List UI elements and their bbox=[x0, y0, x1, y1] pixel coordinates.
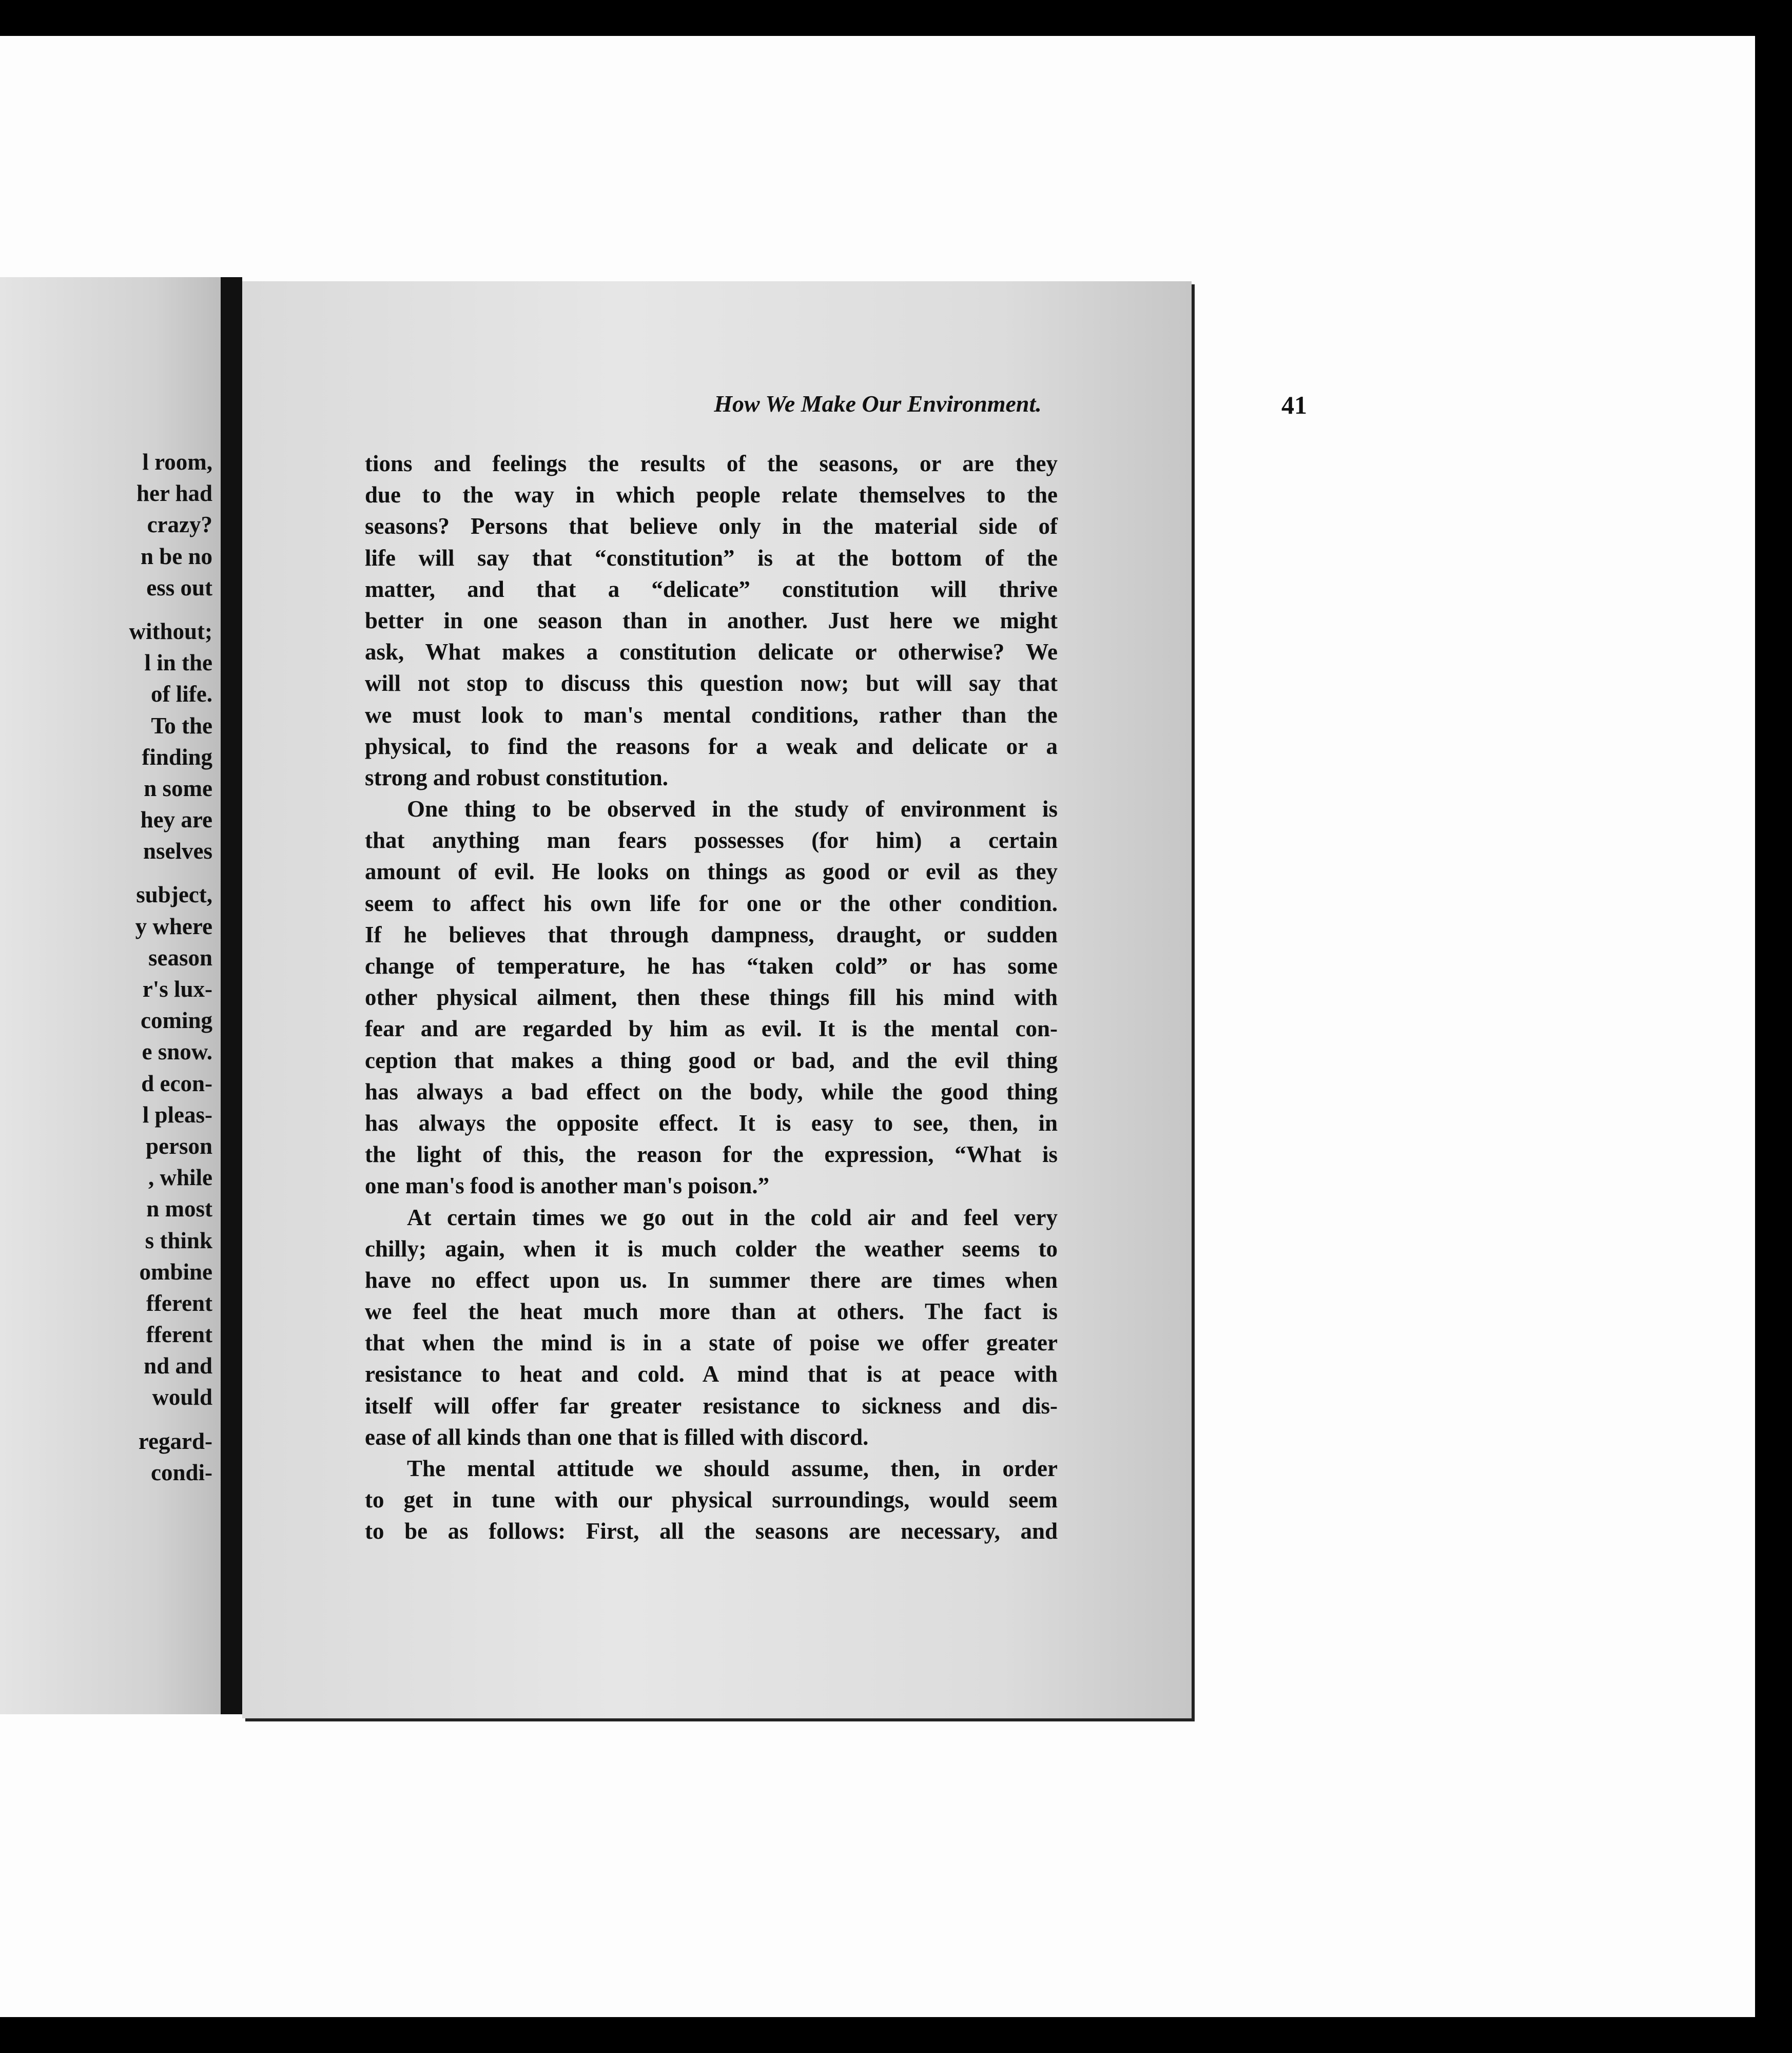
text-line: one man's food is another man's poison.” bbox=[365, 1173, 770, 1199]
left-line: l in the bbox=[144, 650, 212, 676]
text-line: other physical ailment, then these things fill his mind with bbox=[365, 984, 1058, 1011]
left-line: season bbox=[148, 944, 212, 971]
left-line: ess out bbox=[146, 574, 212, 601]
text-line: At certain times we go out in the cold air and feel very bbox=[407, 1204, 1058, 1230]
text-line: we feel the heat much more than at others. The fact is bbox=[365, 1299, 1058, 1325]
page-number: 41 bbox=[1281, 391, 1307, 419]
text-line: seasons? Persons that believe only in the material side of bbox=[365, 513, 1058, 539]
text-line: fear and are regarded by him as evil. It is the mental con- bbox=[365, 1016, 1058, 1042]
paragraph-gap bbox=[0, 1413, 212, 1426]
left-line: n most bbox=[146, 1196, 212, 1222]
left-line: without; bbox=[129, 618, 212, 644]
left-page bbox=[0, 277, 221, 1714]
text-line: the light of this, the reason for the expression, “What is bbox=[365, 1141, 1058, 1168]
left-line: would bbox=[152, 1384, 212, 1410]
left-line: , while bbox=[148, 1165, 212, 1191]
text-line: due to the way in which people relate themselves to the bbox=[365, 482, 1058, 508]
left-line: regard- bbox=[138, 1428, 212, 1454]
left-line: condi- bbox=[150, 1459, 212, 1485]
left-line: l pleas- bbox=[142, 1101, 212, 1128]
left-line: ombine bbox=[139, 1258, 212, 1285]
left-line: finding bbox=[142, 744, 212, 770]
left-line: e snow. bbox=[142, 1039, 212, 1065]
paragraph-gap bbox=[0, 867, 212, 879]
text-line: The mental attitude we should assume, then, in order bbox=[407, 1456, 1058, 1481]
text-line: to be as follows: First, all the seasons are necessary, and bbox=[365, 1518, 1058, 1544]
left-line: n some bbox=[144, 775, 212, 801]
text-line: amount of evil. He looks on things as good or evil as they bbox=[365, 859, 1058, 885]
left-page-text bbox=[0, 447, 212, 1488]
text-line: matter, and that a “delicate” constitution will thrive bbox=[365, 576, 1058, 602]
left-line: nselves bbox=[143, 838, 212, 864]
left-line: of life. bbox=[151, 681, 212, 707]
left-line: fferent bbox=[146, 1290, 212, 1316]
text-line: strong and robust constitution. bbox=[365, 764, 668, 790]
running-head bbox=[515, 390, 1307, 426]
left-line: hey are bbox=[140, 807, 212, 833]
text-line: have no effect upon us. In summer there are times when bbox=[365, 1267, 1058, 1293]
left-line: crazy? bbox=[147, 512, 212, 538]
left-line: To the bbox=[151, 712, 212, 739]
text-line: ask, What makes a constitution delicate or otherwise? We bbox=[365, 639, 1058, 665]
text-line: has always the opposite effect. It is easy to see, then, in bbox=[365, 1110, 1058, 1136]
running-title: How We Make Our Environment. bbox=[714, 391, 1042, 417]
text-line: tions and feelings the results of the seasons, or are they bbox=[365, 451, 1058, 476]
left-line: fferent bbox=[146, 1322, 212, 1348]
left-line: l room, bbox=[142, 449, 212, 475]
text-line: chilly; again, when it is much colder the weather seems to bbox=[365, 1235, 1058, 1262]
left-line: n be no bbox=[140, 543, 212, 569]
text-line: If he believes that through dampness, draught, or sudden bbox=[365, 921, 1058, 947]
text-line: better in one season than in another. Just here we might bbox=[365, 607, 1058, 633]
left-line: subject, bbox=[136, 882, 212, 908]
left-line: s think bbox=[145, 1227, 212, 1253]
text-line: physical, to find the reasons for a weak and delicate or a bbox=[365, 733, 1058, 759]
text-line: seem to affect his own life for one or the other condition. bbox=[365, 890, 1058, 916]
right-page bbox=[242, 281, 1307, 1718]
text-line: we must look to man's mental conditions, rather than the bbox=[365, 702, 1058, 728]
text-line: to get in tune with our physical surroundings, would seem bbox=[365, 1487, 1058, 1513]
text-line: itself will offer far greater resistance to sickness and dis- bbox=[365, 1392, 1058, 1419]
text-line: life will say that “constitution” is at the bottom of the bbox=[365, 545, 1058, 571]
left-line: person bbox=[145, 1133, 212, 1159]
body-text bbox=[365, 448, 1058, 1547]
left-line: r's lux- bbox=[142, 976, 212, 1002]
text-line: One thing to be observed in the study of environment is bbox=[407, 796, 1058, 822]
text-line: ease of all kinds than one that is filled with discord. bbox=[365, 1424, 869, 1450]
text-line: that when the mind is in a state of poise we offer greater bbox=[365, 1330, 1058, 1356]
text-line: resistance to heat and cold. A mind that is at peace with bbox=[365, 1361, 1058, 1387]
text-line: has always a bad effect on the body, while the good thing bbox=[365, 1078, 1058, 1105]
text-line: change of temperature, he has “taken cold” or has some bbox=[365, 953, 1058, 979]
paragraph-gap bbox=[0, 604, 212, 616]
text-line: will not stop to discuss this question now; but will say that bbox=[365, 670, 1058, 696]
text-line: ception that makes a thing good or bad, and the evil thing bbox=[365, 1047, 1058, 1073]
book-gutter bbox=[221, 277, 242, 1714]
left-line: d econ- bbox=[141, 1070, 212, 1096]
left-line: coming bbox=[141, 1008, 212, 1034]
text-line: that anything man fears possesses (for him) a certain bbox=[365, 827, 1058, 854]
left-line: her had bbox=[137, 480, 212, 507]
left-line: y where bbox=[135, 913, 212, 939]
left-line: nd and bbox=[144, 1353, 212, 1379]
